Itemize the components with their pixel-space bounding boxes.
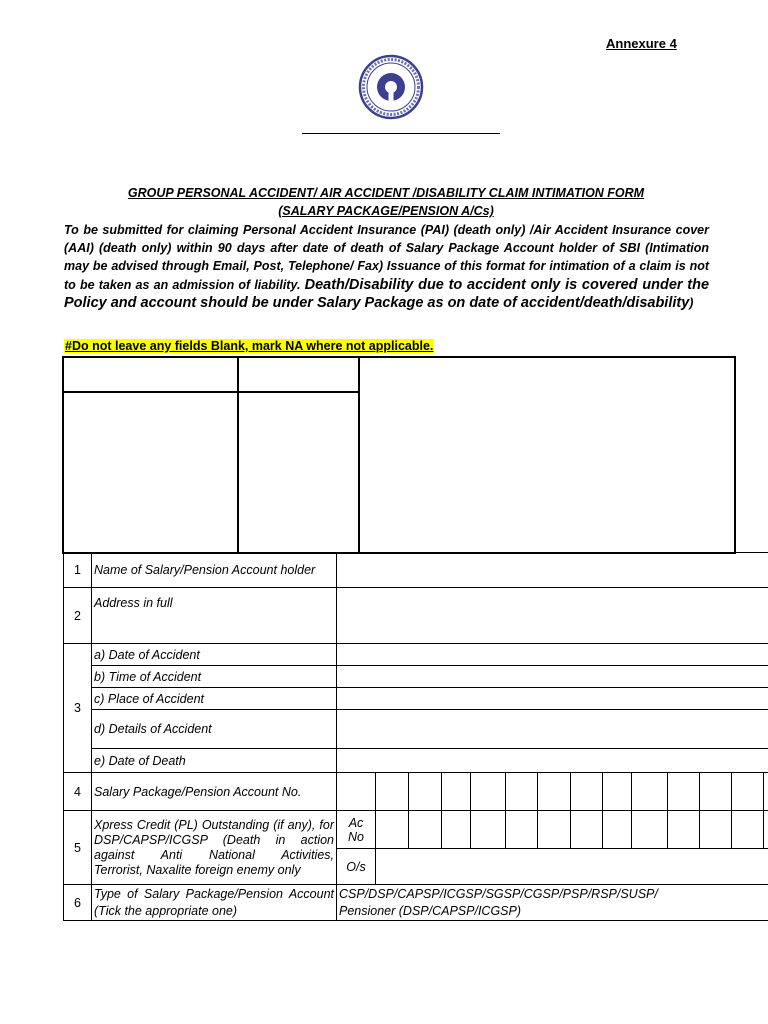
outstanding-amount-field[interactable] <box>376 849 768 885</box>
account-number-digit-box[interactable] <box>538 773 571 811</box>
xpress-ac-digit-box[interactable] <box>538 811 571 849</box>
xpress-ac-digit-box[interactable] <box>409 811 442 849</box>
place-of-accident-field[interactable] <box>337 688 768 710</box>
account-holder-name-field[interactable] <box>337 553 768 588</box>
date-of-death-field[interactable] <box>337 749 768 773</box>
account-number-digit-box[interactable] <box>409 773 442 811</box>
details-of-accident-label: d) Details of Accident <box>92 710 337 749</box>
annexure-label: Annexure 4 <box>606 36 677 51</box>
xpress-credit-line-1: Xpress Credit (PL) Outstanding (if any), <box>94 817 316 832</box>
table-row <box>64 666 768 688</box>
account-number-digit-box[interactable] <box>571 773 603 811</box>
form-subtitle: (SALARY PACKAGE/PENSION A/Cs) <box>278 204 494 218</box>
intro-text: To be submitted for claiming Personal Accident Insurance (PAI) (death only) /Air Accident Insurance cover (AAI) (death only) within 90 days after date of death of Salary Package Account holder of SBI (Intimation may be advised through Email, Post, Telephone/ Fax) Issuance of this format for intimation of a claim is not to be taken as an admission of liability. <box>64 223 709 292</box>
table-row <box>64 710 768 749</box>
table-row <box>64 688 768 710</box>
row-number: 1 <box>64 553 92 588</box>
table-row <box>64 644 768 666</box>
bank-seal-logo <box>358 54 424 120</box>
xpress-ac-digit-box[interactable] <box>471 811 506 849</box>
address-field[interactable] <box>337 588 768 644</box>
table-row <box>64 588 768 644</box>
account-type-line-2: (Tick the appropriate one) <box>94 903 238 918</box>
account-type-label <box>92 885 337 921</box>
xpress-credit-label <box>92 811 337 885</box>
account-number-digit-box[interactable] <box>764 773 768 811</box>
date-of-accident-label: a) Date of Accident <box>92 644 337 666</box>
form-title: GROUP PERSONAL ACCIDENT/ AIR ACCIDENT /DISABILITY CLAIM INTIMATION FORM <box>127 186 645 200</box>
xpress-ac-digit-box[interactable] <box>376 811 409 849</box>
table-row <box>64 811 768 849</box>
account-number-digit-box[interactable] <box>471 773 506 811</box>
place-of-accident-label: c) Place of Accident <box>92 688 337 710</box>
account-number-digit-box[interactable] <box>632 773 668 811</box>
table-row <box>64 749 768 773</box>
account-type-line-1: Type of Salary Package/Pension Account <box>94 886 334 901</box>
details-of-accident-field[interactable] <box>337 710 768 749</box>
xpress-ac-digit-box[interactable] <box>632 811 668 849</box>
os-label: O/s <box>337 849 376 885</box>
account-number-digit-box[interactable] <box>337 773 376 811</box>
table-row <box>64 553 768 588</box>
account-number-digit-box[interactable] <box>376 773 409 811</box>
xpress-ac-digit-box[interactable] <box>603 811 632 849</box>
claim-form-table <box>63 552 768 921</box>
xpress-ac-digit-box[interactable] <box>668 811 700 849</box>
intro-paragraph <box>64 221 709 312</box>
account-number-digit-box[interactable] <box>506 773 538 811</box>
address-label: Address in full <box>92 588 337 644</box>
xpress-ac-digit-box[interactable] <box>732 811 764 849</box>
instruction-note: #Do not leave any fields Blank, mark NA where not applicable. <box>65 339 434 353</box>
account-number-label: Salary Package/Pension Account No. <box>92 773 337 811</box>
xpress-ac-digit-box[interactable] <box>571 811 603 849</box>
intro-emphasis: Death/Disability due to accident only is covered under the Policy and account should be under Salary Package as on date of accident/death/disability <box>64 276 710 311</box>
time-of-accident-field[interactable] <box>337 666 768 688</box>
table-row <box>64 773 768 811</box>
account-type-options[interactable] <box>337 885 768 921</box>
table-row <box>64 885 768 921</box>
xpress-credit-line-4: Terrorist, Naxalite foreign enemy only <box>94 862 301 877</box>
xpress-credit-line-2: for DSP/CAPSP/ICGSP (Death in action <box>94 817 334 847</box>
ac-label-line-2: No <box>348 829 364 844</box>
date-of-death-label: e) Date of Death <box>92 749 337 773</box>
account-type-options-line-1: CSP/DSP/CAPSP/ICGSP/SGSP/CGSP/PSP/RSP/SUSP/ <box>339 886 658 901</box>
ac-label-line-1: Ac <box>348 815 364 830</box>
account-number-digit-box[interactable] <box>442 773 471 811</box>
account-number-digit-box[interactable] <box>732 773 764 811</box>
row-number: 3 <box>64 644 92 773</box>
signature-line <box>302 133 500 134</box>
xpress-ac-digit-box[interactable] <box>700 811 732 849</box>
xpress-ac-digit-box[interactable] <box>442 811 471 849</box>
row-number: 2 <box>64 588 92 644</box>
account-number-digit-box[interactable] <box>603 773 632 811</box>
account-number-digit-box[interactable] <box>668 773 700 811</box>
row-number: 4 <box>64 773 92 811</box>
date-of-accident-field[interactable] <box>337 644 768 666</box>
xpress-credit-line-3: against Anti National Activities, <box>94 847 334 862</box>
account-holder-name-label: Name of Salary/Pension Account holder <box>92 553 337 588</box>
ac-no-label <box>337 811 376 849</box>
row-number: 5 <box>64 811 92 885</box>
xpress-ac-digit-box[interactable] <box>506 811 538 849</box>
xpress-ac-digit-box[interactable] <box>764 811 768 849</box>
intro-close: ) <box>689 295 694 310</box>
time-of-accident-label: b) Time of Accident <box>92 666 337 688</box>
account-type-options-line-2: Pensioner (DSP/CAPSP/ICGSP) <box>339 903 522 918</box>
account-number-digit-box[interactable] <box>700 773 732 811</box>
row-number: 6 <box>64 885 92 921</box>
